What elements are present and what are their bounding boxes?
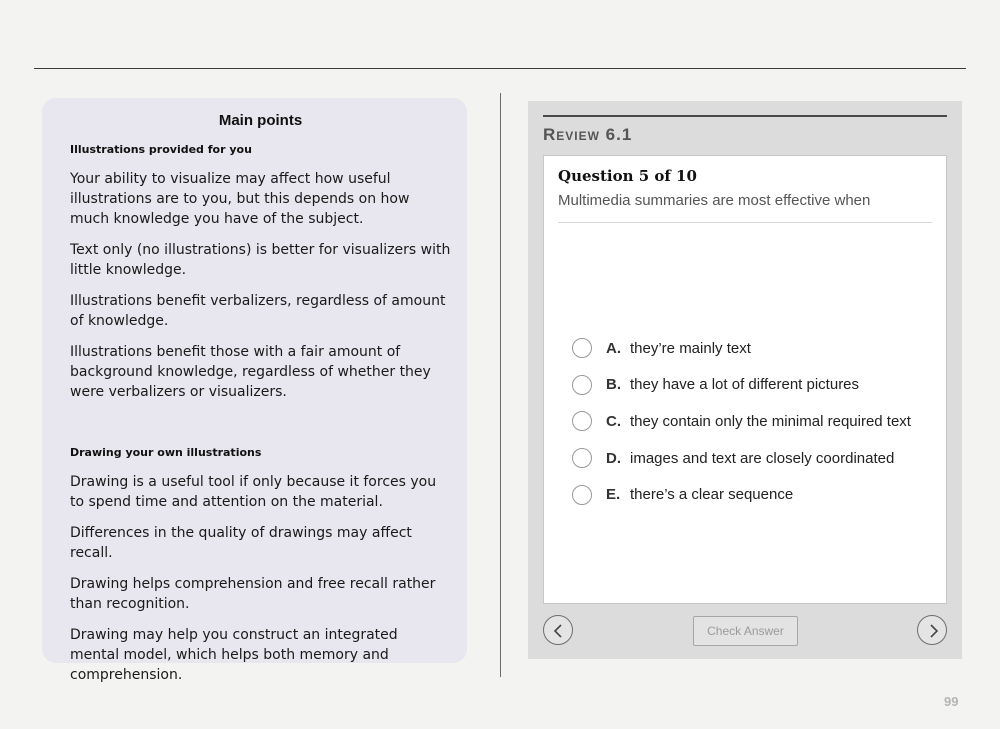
next-question-button[interactable]	[917, 615, 947, 645]
question-divider	[558, 222, 932, 223]
summary-point: Drawing is a useful tool if only because it forces you to spend time and attention on the material.	[70, 474, 437, 510]
answer-options	[572, 330, 911, 513]
radio-button-icon[interactable]	[572, 485, 592, 505]
option-text: they contain only the minimal required text	[630, 412, 911, 430]
section-spacer	[70, 413, 451, 446]
radio-button-icon[interactable]	[572, 411, 592, 431]
option-text: images and text are closely coordinated	[630, 449, 895, 467]
summary-point: Illustrations benefit verbalizers, regardless of amount of knowledge.	[70, 293, 446, 329]
answer-option-c[interactable]	[572, 403, 911, 440]
summary-point: Text only (no illustrations) is better for visualizers with little knowledge.	[70, 242, 451, 278]
main-points-title: Main points	[218, 112, 303, 129]
previous-question-button[interactable]	[543, 615, 573, 645]
chevron-right-icon	[918, 616, 948, 646]
option-text: they have a lot of different pictures	[630, 376, 860, 394]
answer-option-a[interactable]	[572, 330, 911, 367]
summary-point: Illustrations benefit those with a fair amount of background knowledge, regardless of whether they were verbalizers or visualizers.	[70, 344, 431, 400]
review-widget	[528, 101, 962, 659]
radio-button-icon[interactable]	[572, 375, 592, 395]
option-letter: A.	[606, 339, 621, 357]
chevron-left-icon	[544, 616, 574, 646]
top-rule	[34, 68, 966, 69]
option-letter: E.	[606, 486, 621, 504]
question-number: Question 5 of 10	[558, 167, 697, 185]
answer-option-b[interactable]	[572, 367, 911, 404]
review-rule	[543, 115, 947, 117]
answer-option-e[interactable]	[572, 476, 911, 513]
summary-point: Differences in the quality of drawings may affect recall.	[70, 525, 412, 561]
option-letter: D.	[606, 449, 621, 467]
question-text: Multimedia summaries are most effective when	[558, 192, 871, 209]
page-number: 99	[944, 694, 959, 709]
page-divider	[500, 93, 501, 677]
answer-option-d[interactable]	[572, 440, 911, 477]
radio-button-icon[interactable]	[572, 338, 592, 358]
review-title: Review 6.1	[543, 125, 633, 144]
option-letter: B.	[606, 376, 621, 394]
radio-button-icon[interactable]	[572, 448, 592, 468]
summary-point: Drawing helps comprehension and free recall rather than recognition.	[70, 576, 436, 612]
main-points-box	[42, 98, 467, 683]
section-heading: Drawing your own illustrations	[70, 446, 262, 459]
option-letter: C.	[606, 412, 621, 430]
summary-point: Drawing may help you construct an integrated mental model, which helps both memory and comprehension.	[70, 627, 398, 683]
check-answer-button[interactable]: Check Answer	[693, 616, 798, 646]
question-card	[543, 155, 947, 604]
section-heading: Illustrations provided for you	[70, 143, 252, 156]
option-text: there’s a clear sequence	[630, 486, 794, 504]
option-text: they’re mainly text	[630, 339, 751, 357]
summary-point: Your ability to visualize may affect how useful illustrations are to you, but this depends on how much knowledge you have of the subject.	[70, 171, 410, 227]
